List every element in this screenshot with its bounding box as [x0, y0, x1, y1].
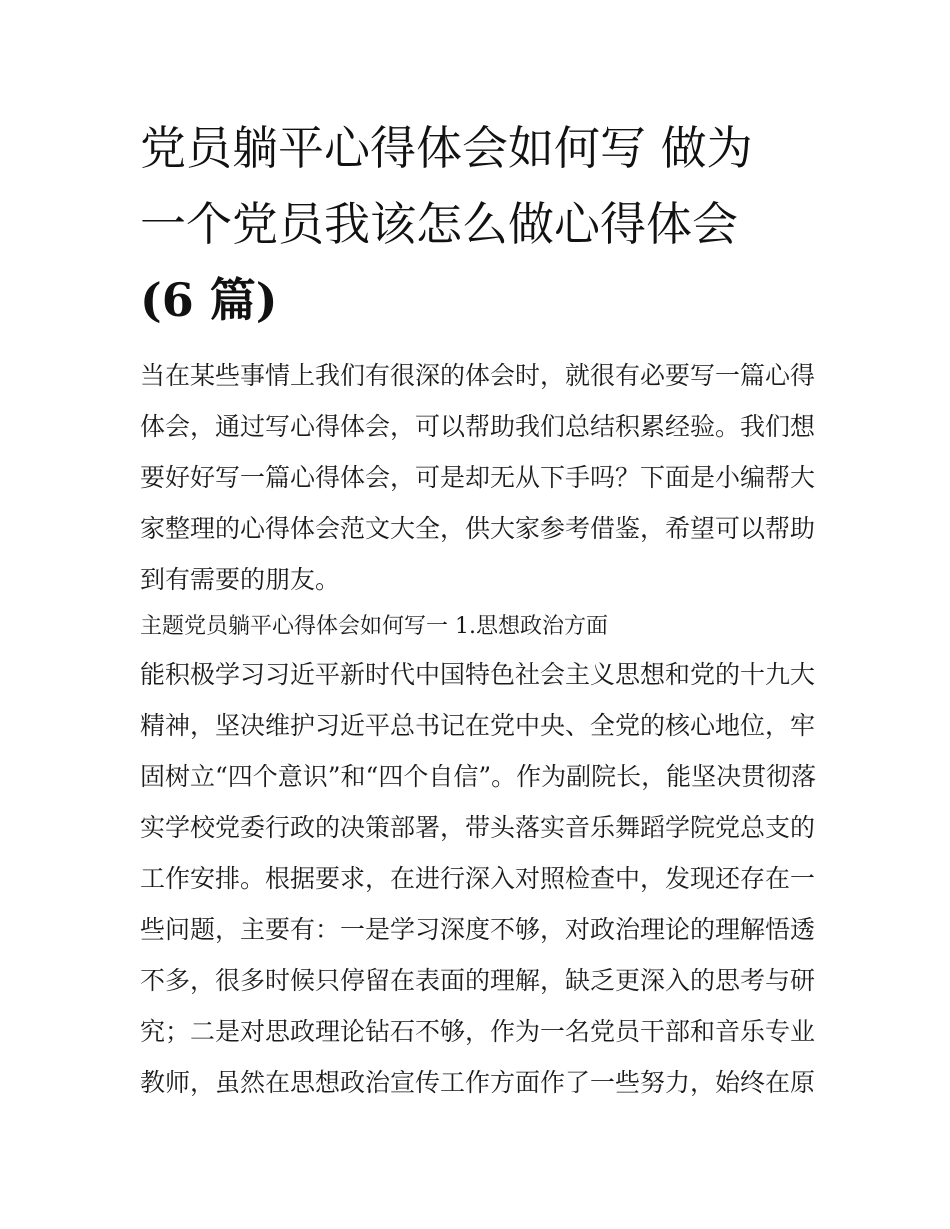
section-subheading: 主题党员躺平心得体会如何写一 1.思想政治方面	[140, 614, 608, 639]
text-line: 当在某些事情上我们有很深的体会时，就很有必要写一篇心得	[140, 361, 816, 390]
document-title	[140, 110, 812, 338]
body-paragraph	[140, 649, 817, 1108]
title-line: (6 篇)	[140, 273, 278, 327]
text-line: 精神，坚决维护习近平总书记在党中央、全党的核心地位，牢	[140, 711, 816, 740]
title-line: 党员躺平心得体会如何写 做为	[140, 121, 753, 175]
text-line: 实学校党委行政的决策部署，带头落实音乐舞蹈学院党总支的	[140, 813, 816, 842]
intro-paragraph	[140, 350, 816, 605]
text-line: 固树立“四个意识”和“四个自信”。作为副院长，能坚决贯彻落	[140, 762, 817, 791]
text-line: 要好好写一篇心得体会，可是却无从下手吗？下面是小编帮大	[140, 463, 816, 492]
document-content	[140, 110, 817, 1108]
text-line: 教师，虽然在思想政治宣传工作方面作了一些努力，始终在原	[140, 1068, 816, 1097]
text-line: 不多，很多时候只停留在表面的理解，缺乏更深入的思考与研	[140, 966, 816, 995]
text-line: 能积极学习习近平新时代中国特色社会主义思想和党的十九大	[140, 660, 816, 689]
text-line: 家整理的心得体会范文大全，供大家参考借鉴，希望可以帮助	[140, 514, 816, 543]
title-line: 一个党员我该怎么做心得体会	[140, 197, 738, 251]
text-line: 工作安排。根据要求，在进行深入对照检查中，发现还存在一	[140, 864, 816, 893]
text-line: 些问题，主要有：一是学习深度不够，对政治理论的理解悟透	[140, 915, 816, 944]
text-line: 到有需要的朋友。	[140, 565, 341, 594]
text-line: 体会，通过写心得体会，可以帮助我们总结积累经验。我们想	[140, 412, 816, 441]
text-line: 究；二是对思政理论钻石不够，作为一名党员干部和音乐专业	[140, 1017, 816, 1046]
